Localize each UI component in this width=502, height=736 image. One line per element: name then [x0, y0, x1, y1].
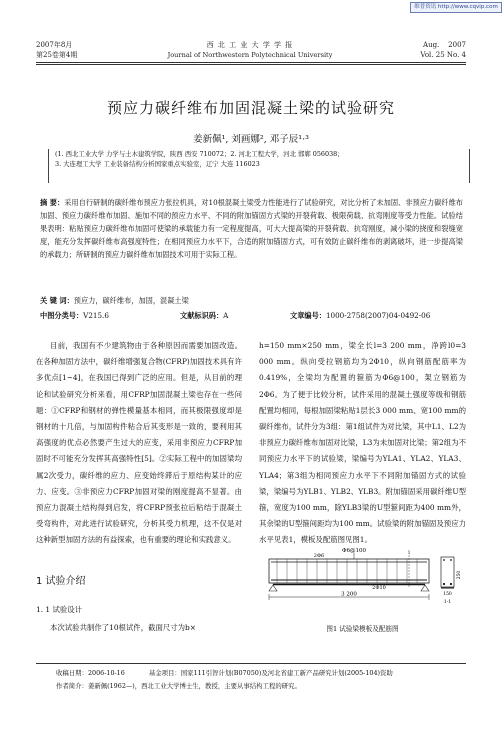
section-top-bar-left — [443, 559, 445, 561]
journal-title-cn: 西 北 工 业 大 学 学 报 — [206, 41, 294, 49]
clc-label: 中图分类号： — [40, 311, 84, 320]
affiliation-line-2: 3. 大连理工大学 工业装备结构分析国家重点实验室，辽宁 大连 116023 — [55, 160, 260, 168]
author-bio: 作者简介：姜新佩(1962—)，西北工业大学博士生，教授，主要从事结构工程的研究。 — [56, 682, 301, 690]
affiliation-line-1: (1. 西北工业大学 力学与土木建筑学院，陕西 西安 710072；2. 河北工程大学，河北 邯郸 056038； — [55, 150, 344, 158]
section-name-label: 1-1 — [443, 600, 452, 605]
abstract-label: 摘 要： — [40, 198, 65, 207]
affiliations — [48, 149, 470, 183]
cross-section — [441, 557, 454, 587]
stirrup-label: Φ6@100 — [341, 548, 367, 554]
footer-rule — [36, 663, 466, 664]
header-rule — [36, 62, 466, 63]
right-support — [421, 585, 429, 591]
fund-note: 基金项目：国家111引智计划(B07050)及河北省建工新产品研究计划(2005-104)资助 — [148, 669, 393, 677]
keywords-label: 关 键 词： — [40, 296, 74, 305]
paper-title: 预应力碳纤维布加固混凝土梁的试验研究 — [106, 99, 395, 117]
section-cut-mark: 1 — [407, 551, 411, 556]
section-1-1-title: 1. 1 试验设计 — [36, 605, 83, 614]
header-volume: Vol. 25 No. 4 — [420, 51, 466, 59]
abstract-text: 采用自行研制的碳纤维布预应力张拉机具，对10根混凝土梁受力性能进行了试验研究，对比分析了未加固、非预应力碳纤维布加固、预应力碳纤维布加固、施加不同的预应力水平、不同的附加锚固方式梁的开裂荷载、极限荷载、抗弯刚度等受力性能。试验结果表明：粘贴预应力碳纤维布加固可使梁的承载能力有一定程度提高，可大大提高梁的开裂荷载、抗弯刚度，减小梁的挠度和裂缝宽度，能充分发挥碳纤维布高强度特性；在相同预应力水平下，合适的附加锚固方式，可有效防止碳纤维布的剥离破坏，进一步提高梁的承载力；所研制的预应力碳纤维布加固技术可用于实际工程。 — [40, 198, 463, 260]
section-top-bar-right — [450, 559, 452, 561]
beam-elevation — [269, 559, 429, 583]
doc-label: 文献标识码： — [180, 311, 224, 320]
section-height-label: 250 — [457, 570, 462, 580]
bottom-bar-label: 2Φ10 — [372, 585, 386, 591]
section-1-1-text: 本次试验共制作了10根试件，截面尺寸为b× — [50, 623, 196, 632]
article-number: 1000-2758(2007)04-0492-06 — [325, 311, 431, 320]
left-support — [269, 585, 277, 591]
section-width-label: 150 — [443, 592, 452, 597]
classification — [40, 309, 463, 322]
figure-1-caption: 图1 试验梁模板及配筋图 — [326, 625, 399, 633]
footer-line-1 — [56, 668, 486, 678]
section-bottom-bar-right — [450, 583, 452, 585]
article-label: 文章编号： — [290, 311, 326, 320]
authors: 姜新佩¹, 刘画娜², 邓子辰¹·³ — [193, 134, 309, 145]
header-rule-double — [36, 64, 466, 65]
figure-1-diagram — [259, 545, 466, 619]
right-column-text: h=150 mm×250 mm，梁全长l=3 200 mm，净跨l0=3 000 mm。纵向受拉钢筋均为2Φ10，纵向钢筋配筋率为0.419%，全梁均为配置的箍筋为Φ6@100，架立钢筋为2Φ6。为了便于比较分析，试件采用的混凝土强度等级和钢筋配置均相同，每根加固梁粘贴1层长3 000 mm、宽100 mm的碳纤维布，试件分为3组：第1组试件为对比梁，其中L1、L2为非预应力碳纤维布加固对比梁，L3为未加固对比梁；第2组为不同预应力水平下的试验梁，梁编号为YLA1、YLA2、YLA3、YLA4；第3组为相同预应力水平下不同附加锚固方式的试验梁，梁编号为YLB1、YLB2、YLB3。附加锚固采用碳纤维U型箍，宽度为100 mm，除YLB3梁的U型箍间距为400 mm外，其余梁的U型箍间距均为100 mm。试验梁的附加锚固及预应力水平见表1，模板及配筋图见图1。 — [259, 341, 466, 545]
intro-paragraph: 目前，我国有不少建筑物由于各种原因而需要加固改造。在各种加固方法中，碳纤维增强复合物(CFRP)加固技术具有许多优点[1~4]，在我国已得到广泛的应用。但是，从目前的理论和试验研究分析来看，用CFRP加固混凝土梁也存在一些问题：①CFRP和钢材的弹性模量基本相同，而其极限强度却是钢材的十几倍，与加固构件粘合后其变形是一致的，要利用其高强度的优点必然要产生过大的应变，采用非预应力CFRP加固时不可能充分发挥其高强特性[5]。②实际工程中的加固梁均属2次受力，碳纤维的应力、应变始终滞后于原结构某计的应力、应变。③非预应力CFRP加固对梁的刚度提高不显著。由预应力混凝土结构得到启发，将CFRP预张拉后粘结于混凝土受弯构件，对此进行试验研究，分析其受力机理，这不仅是对这种新型加固方法的有益探索，也有重要的理论和实践意义。 — [36, 341, 242, 545]
keywords-text: 预应力，碳纤维布，加固，混凝土梁 — [73, 296, 189, 305]
top-bar-label: 2Φ6 — [313, 553, 325, 559]
header-month: Aug. 2007 — [423, 41, 466, 49]
header-date: 2007年8月 — [36, 41, 73, 49]
clc-code: V215.6 — [83, 311, 109, 320]
doc-code: A — [223, 311, 229, 320]
header-issue: 第25卷第4期 — [36, 51, 78, 59]
keywords — [40, 294, 463, 307]
received-date: 收稿日期：2006-10-16 — [56, 669, 125, 677]
section-bottom-bar-left — [443, 583, 445, 585]
stirrups — [277, 559, 417, 583]
watermark: 维普资讯 http://www.cqvip.com — [410, 2, 502, 13]
span-label: 3 200 — [341, 591, 357, 598]
journal-title-en: Journal of Northwestern Polytechnical University — [167, 51, 333, 59]
section-1-title: 1 试验介绍 — [36, 576, 86, 587]
abstract — [40, 196, 463, 261]
